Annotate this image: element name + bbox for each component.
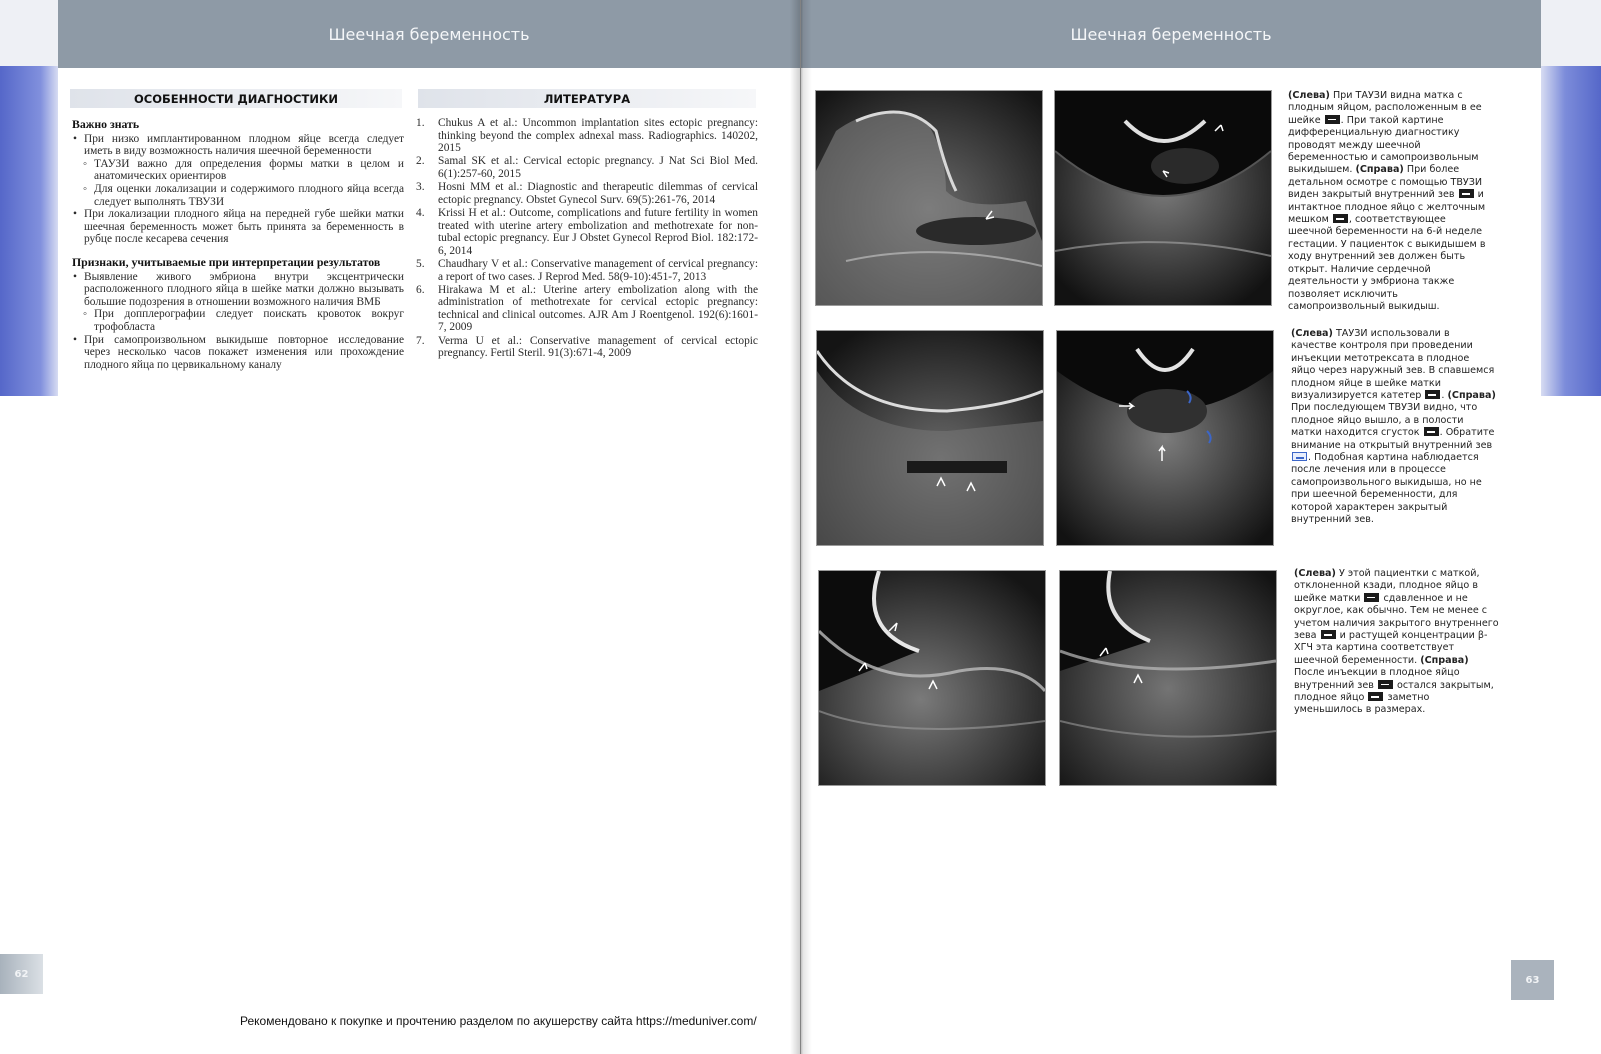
left-header-band [58, 0, 800, 68]
caption-text: . Обратите внимание на открытый внутренний зев [1291, 427, 1495, 451]
diagnostics-column [72, 116, 404, 371]
important-subitem: ◦ Для оценки локализации и содержимого плодного яйца всегда следует выполнять ТВУЗИ [72, 183, 404, 208]
reference-item [416, 284, 758, 334]
diagnostics-heading-text: ОСОБЕННОСТИ ДИАГНОСТИКИ [134, 91, 338, 106]
caption-text: . Подобная картина наблюдается после лечения или в процессе самопроизвольного выкидыша, но не при шеечной беременности, для которой характерен закрытый внутренний зев. [1291, 452, 1482, 526]
ultrasound-image-row1-left [815, 90, 1043, 306]
reference-item [416, 207, 758, 257]
caption-row3 [1294, 568, 1499, 717]
ultrasound-image-row3-right [1059, 570, 1277, 786]
page-corner [0, 0, 58, 66]
caption-text: . При такой картине дифференциальную диагностику проводят между шеечной беременностью и самопроизвольным выкидышем. [1288, 114, 1479, 176]
arrow-marker-icon [1364, 593, 1379, 602]
caption-label: (Справа) [1420, 654, 1469, 666]
right-header-band [801, 0, 1541, 68]
ultrasound-image-row3-left [818, 570, 1046, 786]
arrow-marker-icon [1368, 692, 1383, 701]
caption-label: (Справа) [1447, 390, 1496, 402]
left-thumb-tab [0, 66, 58, 396]
caption-label: (Справа) [1355, 164, 1404, 176]
caption-text: и интактное плодное яйцо с желточным мешком [1288, 189, 1486, 226]
literature-heading [418, 89, 756, 108]
arrow-marker-icon [1459, 189, 1474, 198]
literature-heading-text: ЛИТЕРАТУРА [543, 91, 631, 106]
caption-text: ТАУЗИ использовали в качестве контроля при проведении инъекции метотрексата в плодное яйцо через наружный зев. В спавшемся плодном яйце в шейке матки визуализируется катетер [1291, 328, 1495, 402]
ultrasound-image-row1-right [1054, 90, 1272, 306]
right-page [801, 0, 1601, 1054]
reference-text: Hosni MM et al.: Diagnostic and therapeutic dilemmas of cervical ectopic pregnancy. Obstet Gynecol Surv. 69(5):261-76, 2014 [438, 181, 758, 206]
reference-item [416, 117, 758, 155]
signs-title: Признаки, учитываемые при интерпретации результатов [72, 254, 381, 269]
reference-item [416, 181, 758, 206]
caption-text: После инъекции в плодное яйцо внутренний зев [1294, 667, 1460, 691]
reference-text: Verma U et al.: Conservative management of cervical ectopic pregnancy. Fertil Steril. 91(3):671-4, 2009 [438, 334, 758, 360]
arrow-marker-icon [1325, 115, 1340, 124]
arrow-marker-icon [1425, 390, 1440, 399]
page-corner [1541, 0, 1601, 66]
open-arrow-marker-icon [1292, 452, 1307, 461]
left-header-title: Шеечная беременность [328, 24, 530, 44]
arrow-marker-icon [1333, 214, 1348, 223]
reference-number: 3. [416, 181, 425, 194]
caption-text: остался закрытым, плодное яйцо [1294, 679, 1494, 704]
reference-text: Hirakawa M et al.: Uterine artery embolization along with the administration of methotrexate for cervical ectopic pregnancy: technical and clinical outcomes. AJR Am J Roentgenol. 192(6):1601-7, 2009 [438, 283, 758, 334]
reference-number: 1. [416, 117, 425, 129]
right-header-title: Шеечная беременность [1070, 24, 1272, 44]
important-item: • При локализации плодного яйца на передней губе шейки матки шеечная беременность может быть принята за беременность в рубце после кесарева сечения [72, 208, 404, 246]
reference-number: 2. [416, 155, 425, 168]
reference-number: 4. [416, 206, 425, 219]
caption-row2 [1291, 328, 1496, 527]
footer-recommendation: Рекомендовано к покупке и прочтению разделом по акушерству сайта https://meduniver.com/ [240, 1014, 757, 1028]
caption-row1 [1288, 90, 1493, 313]
caption-label: (Слева) [1288, 90, 1330, 101]
book-spine-shadow [790, 0, 812, 1054]
reference-item [416, 335, 758, 360]
caption-text: . [1441, 390, 1448, 402]
reference-text: Samal SK et al.: Cervical ectopic pregnancy. J Nat Sci Biol Med. 6(1):257-60, 2015 [438, 155, 758, 180]
arrow-marker-icon [1321, 630, 1336, 639]
reference-number: 7. [416, 334, 425, 347]
left-page-number-text: 62 [14, 968, 29, 980]
reference-number: 6. [416, 283, 425, 296]
caption-text: При последующем ТВУЗИ видно, что плодное яйцо вышло, а в полости матки находится сгусток [1291, 402, 1478, 439]
signs-item: • При самопроизвольном выкидыше повторное исследование через несколько часов покажет изменения или прохождение плодного яйца по цервикальному каналу [72, 334, 404, 372]
diagnostics-heading [70, 89, 402, 108]
important-subitem: ◦ ТАУЗИ важно для определения формы матки в целом и анатомических ориентиров [72, 158, 404, 183]
reference-text: Krissi H et al.: Outcome, complications and future fertility in women treated with uterine artery embolization and methotrexate for non-tubal ectopic pregnancy. Eur J Obstet Gynecol Reprod Biol. 182:172-6, 2014 [438, 206, 758, 257]
right-thumb-tab [1541, 66, 1601, 396]
ultrasound-image-row2-left [816, 330, 1044, 546]
arrow-marker-icon [1424, 427, 1439, 436]
literature-list [416, 117, 758, 360]
caption-text: заметно уменьшилось в размерах. [1294, 692, 1430, 716]
caption-text: У этой пациентки с маткой, отклоненной кзади, плодное яйцо в шейке матки [1294, 568, 1480, 604]
signs-item: • Выявление живого эмбриона внутри эксцентрически расположенного плодного яйца в шейке матки должно вызывать большие подозрения в отношении возможного наличия ВМБ [72, 271, 404, 309]
reference-number: 5. [416, 257, 425, 270]
caption-text: При более детальном осмотре с помощью ТВУЗИ виден закрытый внутренний зев [1288, 164, 1483, 201]
reference-item [416, 155, 758, 180]
caption-text: сдавленное и не округлое, как обычно. Тем не менее с учетом наличия закрытого внутреннего зева [1294, 592, 1499, 642]
caption-label: (Слева) [1291, 328, 1333, 339]
caption-text: При ТАУЗИ видна матка с плодным яйцом, расположенным в ее шейке [1288, 90, 1482, 126]
book-spine-line [800, 0, 801, 1054]
reference-text: Chaudhary V et al.: Conservative management of cervical pregnancy: a report of two cases. J Reprod Med. 58(9-10):451-7, 2013 [438, 257, 758, 283]
important-item: • При низко имплантированном плодном яйце всегда следует иметь в виду возможность наличия шеечной беременности [72, 133, 404, 158]
reference-text: Chukus A et al.: Uncommon implantation sites ectopic pregnancy: thinking beyond the complex adnexal mass. Radiographics. 140202, 2015 [438, 117, 758, 155]
caption-label: (Слева) [1294, 568, 1336, 579]
left-page [0, 0, 800, 1054]
ultrasound-image-row2-right [1056, 330, 1274, 546]
caption-text: и растущей концентрации β-ХГЧ эта картина соответствует шеечной беременности. [1294, 630, 1488, 666]
right-page-number [1511, 960, 1554, 1000]
right-page-number-text: 63 [1525, 974, 1540, 986]
arrow-marker-icon [1378, 680, 1393, 689]
caption-text: , соответствующее шеечной беременности на 6-й неделе гестации. У пациенток с выкидышем в ходу внутренний зев должен быть открыт. Наличие сердечной деятельности у эмбриона также позволяет исключить самопроизвольный выкидыш. [1288, 214, 1486, 312]
left-page-number [0, 954, 43, 994]
important-title: Важно знать [72, 117, 140, 131]
signs-subitem: ◦ При допплерографии следует поискать кровоток вокруг трофобласта [72, 308, 404, 333]
reference-item [416, 258, 758, 283]
